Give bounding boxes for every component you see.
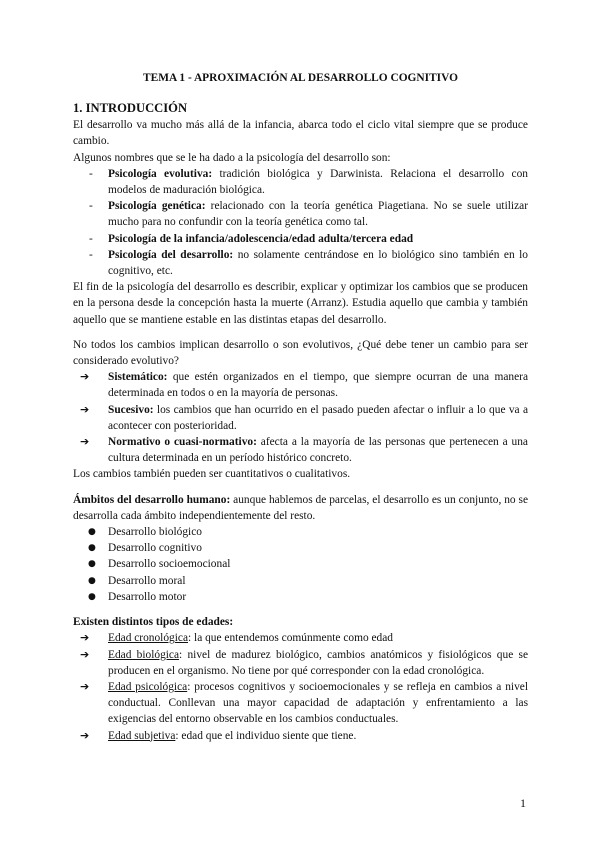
list-item: ● Desarrollo biológico (73, 524, 528, 540)
arrow-icon: ➔ (80, 370, 90, 384)
list-item: ➔ Normativo o cuasi-normativo: afecta a la mayoría de las personas que pertenecen a una cultura determinada en un período histórico concreto. (80, 435, 528, 465)
bullet-icon: ● (88, 527, 96, 538)
ambitos-list (73, 524, 528, 605)
list-item: ➔ Edad biológica: nivel de madurez biológico, cambios anatómicos y fisiológicos que se producen en el organismo. No tiene por qué corresponder con la edad cronológica. (80, 647, 528, 677)
intro-paragraph: El desarrollo va mucho más allá de la infancia, abarca todo el ciclo vital siempre que se produce cambio. (73, 119, 528, 148)
criteria-list (73, 369, 528, 466)
document-title: TEMA 1 - APROXIMACIÓN AL DESARROLLO COGNITIVO (143, 72, 458, 84)
list-item: ● Desarrollo motor (73, 589, 528, 605)
list-item: ● Desarrollo socioemocional (73, 556, 528, 572)
bullet-icon: ● (88, 575, 96, 586)
arrow-icon: ➔ (80, 435, 90, 449)
edades-heading: Existen distintos tipos de edades: (73, 616, 234, 629)
list-item: ➔ Edad subjetiva: edad que el individuo siente que tiene. (73, 728, 528, 744)
bullet-icon: ● (88, 543, 96, 554)
list-item: ● Desarrollo moral (73, 573, 528, 589)
page-number: 1 (520, 796, 526, 810)
list-item: ➔ Sucesivo: los cambios que han ocurrido en el pasado pueden afectar o influir a lo que va a acontecer con posterioridad. (80, 402, 528, 432)
list-item: - Psicología evolutiva: tradición biológica y Darwinista. Relaciona el desarrollo con modelos de maduración biológica. (89, 167, 528, 197)
list-item: ➔ Edad psicológica: procesos cognitivos y socioemocionales y se refleja en cambios a nivel conductual. Conllevan una mayor capacidad de adaptación y enfrentamiento a las exigencias del entorno observable en los cambios conductuales. (80, 679, 528, 726)
purpose-paragraph: El fin de la psicología del desarrollo es describir, explicar y optimizar los cambios que se producen en la persona desde la concepción hasta la muerte (Arranz). Estudia aquello que cambia y también aquello que se mantiene estable en las distintas etapas del desarrollo. (73, 281, 528, 326)
bullet-icon: ● (88, 591, 96, 602)
changes-note: Los cambios también pueden ser cuantitativos o cualitativos. (73, 468, 351, 481)
ambitos-paragraph: Ámbitos del desarrollo humano: aunque hablemos de parcelas, el desarrollo es un conjunto, no se desarrolla cada ámbito independientemente del resto. (73, 493, 529, 522)
names-intro: Algunos nombres que se le ha dado a la psicología del desarrollo son: (73, 151, 391, 164)
section-heading: 1. INTRODUCCIÓN (73, 101, 188, 116)
document-page (73, 70, 528, 744)
list-item: - Psicología de la infancia/adolescencia/edad adulta/tercera edad (89, 232, 414, 245)
edades-list (73, 630, 528, 743)
list-item: - Psicología genética: relacionado con la teoría genética Piagetiana. No se suele utilizar mucho para no confundir con la teoría genética como tal. (89, 200, 528, 229)
question-paragraph: No todos los cambios implican desarrollo o son evolutivos, ¿Qué debe tener un cambio para ser considerado evolutivo? (73, 338, 528, 368)
list-item: - Psicología del desarrollo: no solamente centrándose en lo biológico sino también en lo cognitivo, etc. (89, 248, 528, 278)
arrow-icon: ➔ (80, 631, 90, 645)
list-item: ● Desarrollo cognitivo (73, 540, 528, 556)
arrow-icon: ➔ (80, 402, 90, 416)
names-list (73, 166, 528, 279)
bullet-icon: ● (88, 559, 96, 570)
arrow-icon: ➔ (80, 647, 90, 661)
list-item: ➔ Edad cronológica: la que entendemos comúnmente como edad (73, 630, 528, 646)
arrow-icon: ➔ (80, 728, 90, 742)
list-item: ➔ Sistemático: que estén organizados en el tiempo, que siempre ocurran de una manera determinada en todos o en la mayoría de personas. (80, 370, 528, 400)
arrow-icon: ➔ (80, 679, 90, 693)
